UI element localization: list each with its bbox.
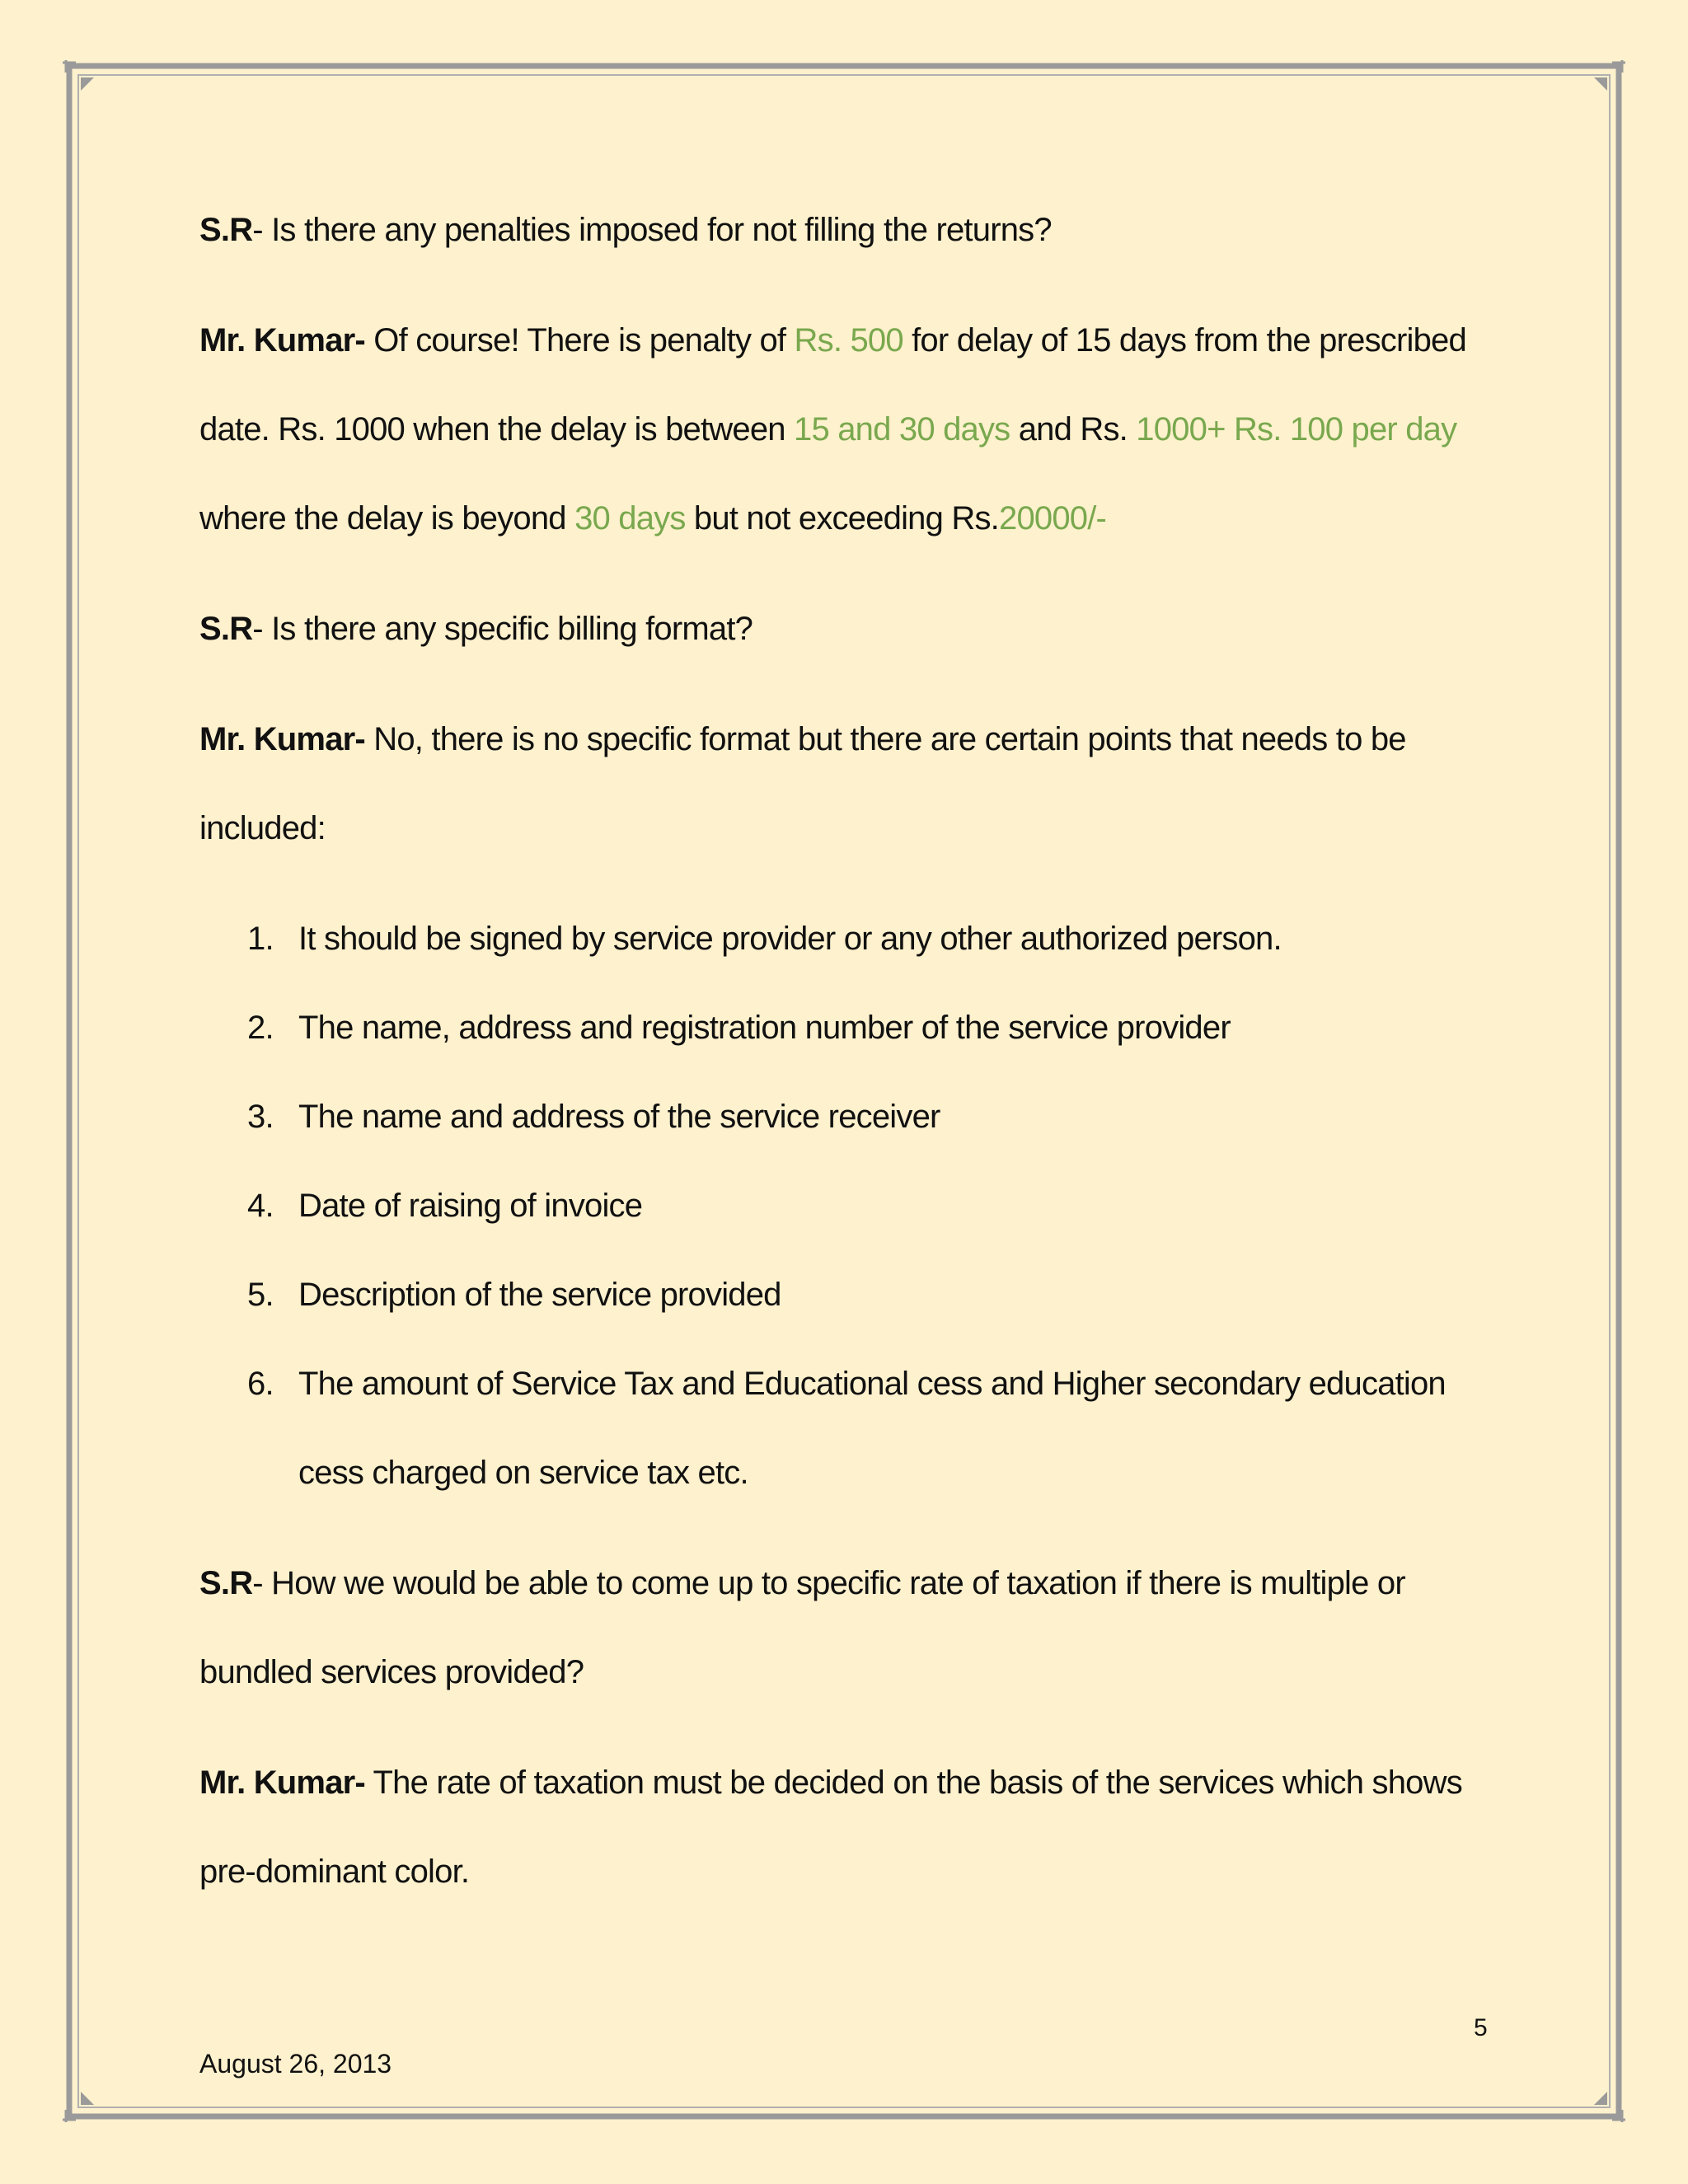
list-text: The name, address and registration number of the service provider (298, 1010, 1231, 1046)
speaker-label: Mr. Kumar- (199, 322, 365, 359)
highlight-amount: 20000/- (999, 500, 1107, 537)
list-item (199, 1339, 1502, 1517)
list-item (199, 894, 1502, 983)
answer-text: where the delay is beyond (199, 500, 575, 537)
list-text: It should be signed by service provider or any other authorized person. (298, 921, 1282, 957)
question-3 (199, 1539, 1502, 1717)
list-text: The amount of Service Tax and Educational cess and Higher secondary education cess charged on service tax etc. (298, 1366, 1446, 1491)
answer-2 (199, 695, 1502, 873)
billing-points-list (199, 894, 1502, 1517)
answer-text: The rate of taxation must be decided on the basis of the services which shows pre-dominant color. (199, 1765, 1462, 1890)
list-text: Description of the service provided (298, 1277, 781, 1313)
speaker-label: Mr. Kumar- (199, 1765, 365, 1801)
question-text: - Is there any penalties imposed for not filling the returns? (252, 212, 1052, 248)
document-body (199, 185, 1502, 1938)
list-number: 1. (247, 921, 274, 957)
list-number: 6. (247, 1366, 274, 1402)
footer-date: August 26, 2013 (199, 2049, 392, 2079)
speaker-label: Mr. Kumar- (199, 721, 365, 757)
highlight-range: 15 and 30 days (794, 411, 1010, 448)
speaker-label: S.R (199, 611, 253, 647)
question-2 (199, 584, 1502, 673)
question-text: - Is there any specific billing format? (252, 611, 753, 647)
page-number: 5 (1474, 2014, 1488, 2041)
question-1 (199, 185, 1502, 274)
answer-text: for delay of 15 days from the prescribed date. Rs. 1000 when the delay is between (199, 322, 1466, 448)
highlight-range: 30 days (574, 500, 686, 537)
highlight-amount: Rs. 500 (794, 322, 903, 359)
answer-text: but not exceeding Rs. (685, 500, 999, 537)
list-number: 4. (247, 1188, 274, 1224)
list-item (199, 1250, 1502, 1339)
list-item (199, 1072, 1502, 1161)
highlight-amount: 1000+ Rs. 100 per day (1136, 411, 1457, 448)
speaker-label: S.R (199, 212, 253, 248)
list-item (199, 983, 1502, 1072)
list-text: The name and address of the service receiver (298, 1099, 940, 1135)
answer-text: and Rs. (1010, 411, 1137, 448)
speaker-label: S.R (199, 1565, 253, 1601)
list-number: 2. (247, 1010, 274, 1046)
list-number: 3. (247, 1099, 274, 1135)
answer-3 (199, 1738, 1502, 1916)
list-text: Date of raising of invoice (298, 1188, 643, 1224)
question-text: - How we would be able to come up to specific rate of taxation if there is multiple or bundled services provided? (199, 1565, 1405, 1690)
answer-text: Of course! There is penalty of (364, 322, 795, 359)
answer-text: No, there is no specific format but there are certain points that needs to be included: (199, 721, 1406, 846)
list-number: 5. (247, 1277, 274, 1313)
list-item (199, 1161, 1502, 1250)
answer-1 (199, 296, 1502, 563)
